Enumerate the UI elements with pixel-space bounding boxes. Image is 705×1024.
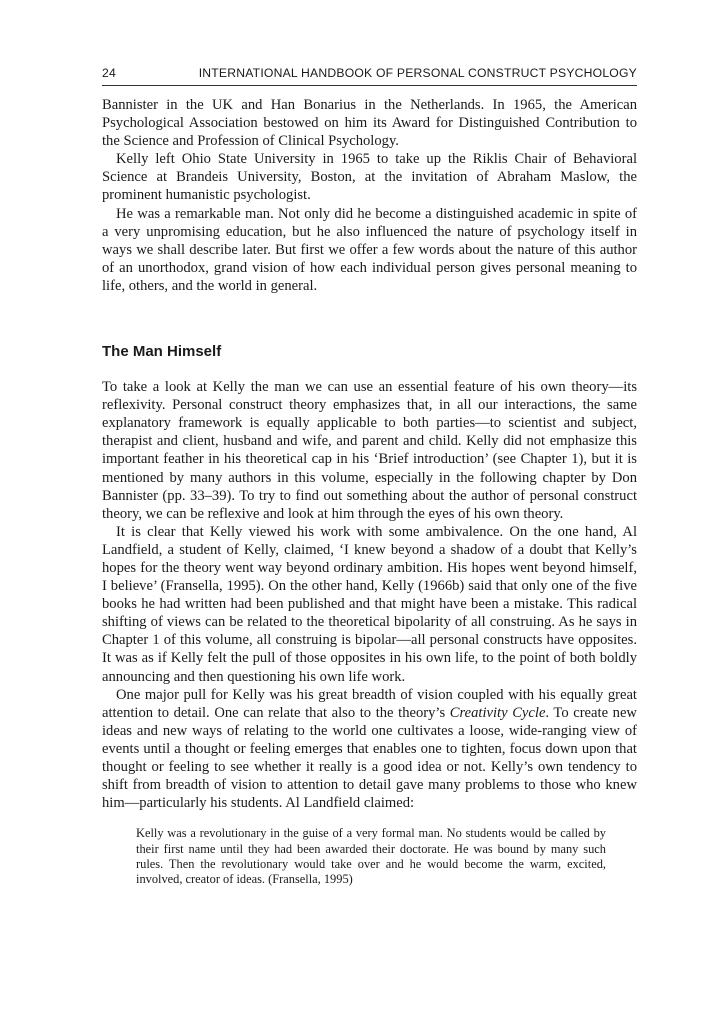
paragraph: He was a remarkable man. Not only did he become a distinguished academic in spite of a very unpromising education, but he also influenced the nature of psychology itself in ways we shall describe later. But first we offer a few words about the nature of this author of an unorthodox, grand vision of how each individual person gives personal meaning to life, others, and the world in general. — [102, 205, 637, 294]
paragraph: It is clear that Kelly viewed his work with some ambivalence. On the one hand, Al Landfield, a student of Kelly, claimed, ‘I knew beyond a shadow of a doubt that Kelly’s hopes for the theory went way beyond ordinary ambition. His hopes went beyond himself, I believe’ (Fransella, 1995). On the other hand, Kelly (1966b) said that only one of the five books he had written had been published and that might have been a mistake. This radical shifting of views can be related to the theoretical bipolarity of all construing. As he says in Chapter 1 of this volume, all construing is bipolar—all personal constructs have opposites. It was as if Kelly felt the pull of those opposites in his own life, to the point of both boldly announcing and then questioning his own life work. — [102, 523, 637, 685]
paragraph: Bannister in the UK and Han Bonarius in the Netherlands. In 1965, the American Psychological Association bestowed on him its Award for Distinguished Contribution to the Science and Profession of Clinical Psychology. — [102, 97, 637, 150]
book-page — [102, 66, 637, 887]
paragraph-text: One major pull for Kelly was his great breadth of vision coupled with his equally great attention to detail. One can relate that also to the theory’s — [102, 686, 637, 721]
book-title: INTERNATIONAL HANDBOOK OF PERSONAL CONSTRUCT PSYCHOLOGY — [198, 66, 637, 80]
running-header — [102, 66, 637, 86]
paragraph: To take a look at Kelly the man we can use an essential feature of his own theory—its reflexivity. Personal construct theory emphasizes that, in all our interactions, the same explanatory framework is equally applicable to both parties—to scientist and subject, therapist and client, husband and wife, and parent and child. Kelly did not emphasize this important feather in his theoretical cap in his ‘Brief introduction’ (see Chapter 1), but it is mentioned by many authors in this volume, especially in the following chapter by Don Bannister (pp. 33–39). To try to find out something about the author of personal construct theory, we can be reflexive and look at him through the eyes of his own theory. — [102, 379, 637, 522]
block-quote: Kelly was a revolutionary in the guise of a very formal man. No students would be called by their first name until they had been awarded their doctorate. He was bound by many such rules. Then the revolutionary would take over and he would become the warm, excited, involved, creator of ideas. (Fransella, 1995) — [136, 826, 606, 887]
body-text — [102, 96, 637, 812]
paragraph-text: . To create new ideas and new ways of relating to the world one cultivates a loose, wide-ranging view of events until a thought or feeling emerges that enables one to tighten, focus down upon that thought or feeling to see whether it really is a good idea or not. Kelly’s own tendency to shift from breadth of vision to attention to detail gave many problems to those who knew him—particularly his students. Al Landfield claimed: — [102, 704, 637, 812]
page-number: 24 — [102, 66, 116, 80]
paragraph — [102, 686, 637, 813]
italic-term: Creativity Cycle — [449, 704, 546, 721]
paragraph: Kelly left Ohio State University in 1965 to take up the Riklis Chair of Behavioral Science at Brandeis University, Boston, at the invitation of Abraham Maslow, the prominent humanistic psychologist. — [102, 151, 637, 204]
section-heading: The Man Himself — [102, 343, 222, 361]
